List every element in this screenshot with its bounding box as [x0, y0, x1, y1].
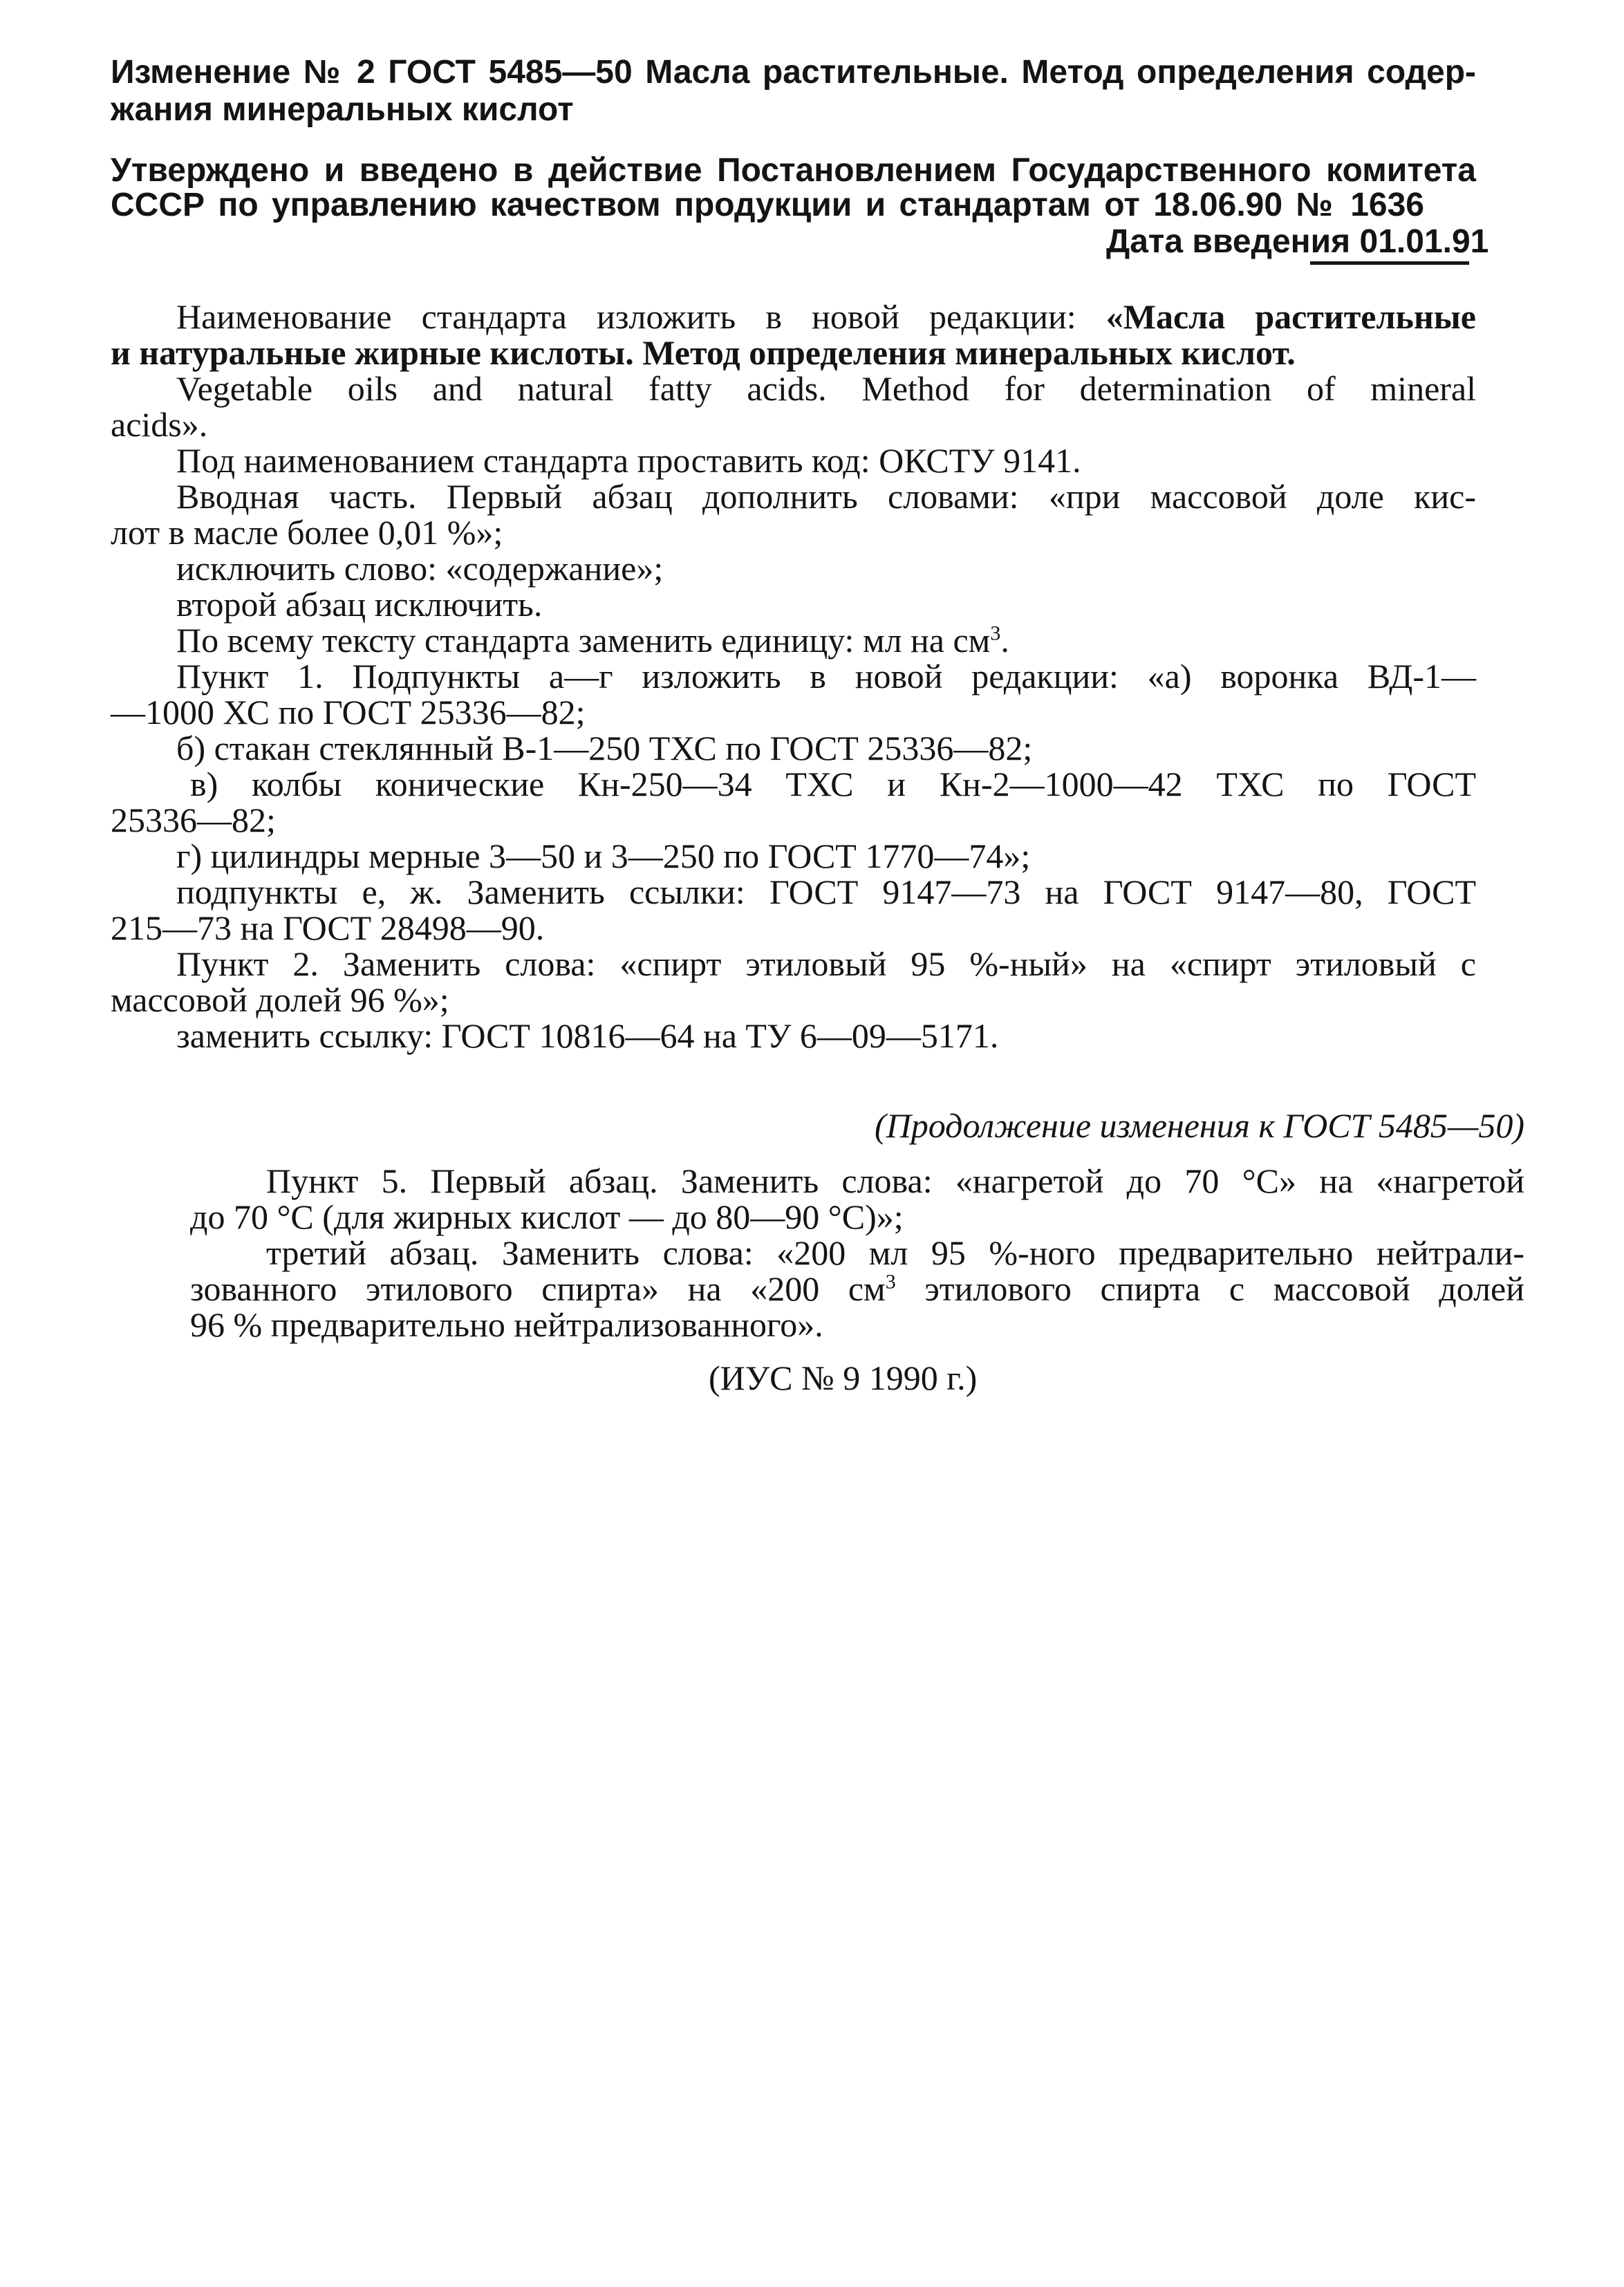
paragraph-item1-line-1: Пункт 1. Подпункты а—г изложить в новой редакции: «а) воронка ВД-1—	[176, 657, 1476, 696]
continuation-third-line-2-start: зованного этилового спирта» на «200 см	[190, 1269, 886, 1308]
paragraph-item-v-line-1: в) колбы конические Кн-250—34 ТХС и Кн-2—1000—42 ТХС по ГОСТ	[190, 765, 1476, 803]
continuation-third-line-1: третий абзац. Заменить слова: «200 мл 95 %-ного предварительно нейтрали-	[266, 1233, 1524, 1272]
paragraph-units-end: .	[1000, 621, 1009, 660]
paragraph-units-text: По всему тексту стандарта заменить единицу: мл на см	[176, 621, 991, 660]
paragraph-units	[176, 621, 1009, 660]
approval-line-1: Утверждено и введено в действие Постановлением Государственного комитета	[111, 152, 1476, 189]
paragraph-intro-line-1: Вводная часть. Первый абзац дополнить словами: «при массовой доле кис-	[176, 477, 1476, 516]
paragraph-name-new-title: «Масла растительные	[1105, 297, 1476, 336]
paragraph-name-line-4: acids».	[111, 405, 208, 444]
amendment-title-line-1: Изменение № 2 ГОСТ 5485—50 Масла растительные. Метод определения содер-	[111, 54, 1476, 91]
paragraph-name-line-1	[176, 297, 1476, 336]
paragraph-name-text: Наименование стандарта изложить в новой редакции:	[176, 297, 1106, 336]
continuation-third-line-2	[190, 1269, 1524, 1308]
paragraph-item1-line-2: —1000 ХС по ГОСТ 25336—82;	[111, 693, 586, 731]
paragraph-item-b: б) стакан стеклянный В-1—250 ТХС по ГОСТ 25336—82;	[176, 729, 1033, 767]
date-underline	[1310, 261, 1469, 265]
amendment-title-line-2: жания минеральных кислот	[111, 91, 574, 128]
paragraph-item2-line-1: Пункт 2. Заменить слова: «спирт этиловый 95 %-ный» на «спирт этиловый с	[176, 944, 1476, 983]
source-reference: (ИУС № 9 1990 г.)	[709, 1359, 978, 1397]
continuation-item5-line-2: до 70 °С (для жирных кислот — до 80—90 °С)»;	[190, 1197, 904, 1236]
paragraph-item2-reference: заменить ссылку: ГОСТ 10816—64 на ТУ 6—09—5171.	[176, 1016, 999, 1055]
approval-line-2: СССР по управлению качеством продукции и стандартам от 18.06.90 № 1636	[111, 187, 1424, 223]
introduction-date-label: Дата введения	[1106, 223, 1351, 260]
continuation-heading: (Продолжение изменения к ГОСТ 5485—50)	[875, 1106, 1524, 1145]
paragraph-subitems-line-2: 215—73 на ГОСТ 28498—90.	[111, 908, 545, 947]
continuation-third-line-3: 96 % предварительно нейтрализованного».	[190, 1305, 823, 1344]
paragraph-subitems-line-1: подпункты е, ж. Заменить ссылки: ГОСТ 9147—73 на ГОСТ 9147—80, ГОСТ	[176, 872, 1476, 911]
paragraph-exclude-word: исключить слово: «содержание»;	[176, 549, 664, 588]
continuation-item5-line-1: Пункт 5. Первый абзац. Заменить слова: «нагретой до 70 °С» на «нагретой	[266, 1161, 1524, 1200]
paragraph-exclude-second: второй абзац исключить.	[176, 585, 543, 624]
paragraph-code: Под наименованием стандарта проставить код: ОКСТУ 9141.	[176, 441, 1081, 480]
introduction-date	[1106, 223, 1489, 261]
continuation-third-line-2-superscript: 3	[885, 1270, 896, 1294]
paragraph-name-line-2: и натуральные жирные кислоты. Метод определения минеральных кислот.	[111, 333, 1296, 372]
paragraph-intro-line-2: лот в масле более 0,01 %»;	[111, 513, 503, 552]
continuation-third-line-2-end: этилового спирта с массовой долей	[895, 1269, 1524, 1308]
paragraph-name-line-3: Vegetable oils and natural fatty acids. Method for determination of mineral	[176, 369, 1476, 408]
paragraph-units-superscript: 3	[990, 622, 1001, 645]
introduction-date-value: 01.01.91	[1359, 223, 1489, 260]
paragraph-item-g: г) цилиндры мерные 3—50 и 3—250 по ГОСТ 1770—74»;	[176, 837, 1031, 875]
paragraph-item-v-line-2: 25336—82;	[111, 801, 276, 839]
paragraph-item2-line-2: массовой долей 96 %»;	[111, 980, 449, 1019]
